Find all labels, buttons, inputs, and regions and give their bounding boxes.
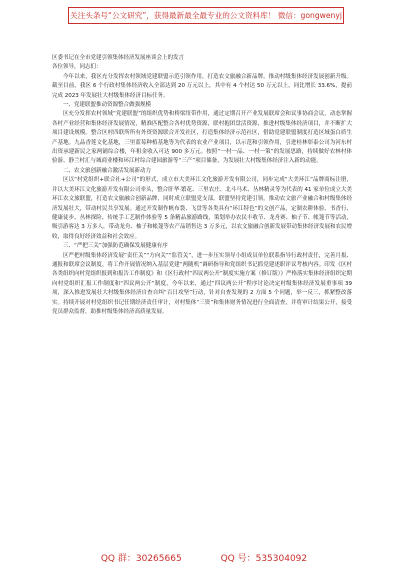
- paragraph: 区以“村党组织+联合社+公司”的形式，成立市大美环江文化旅游开发有限公司，同步完成“大美环江”品牌商标注册，并以大美环江文化旅游开发有限公司牵头，整合肝华·繁花、三里农庄、北斗马术、丛林精灵等为代表的 41 家单位成立大美环江农文旅联盟，打造农文旅融合创新品牌，同时成立联盟党支部。联盟坚持党建引领，推动农文旅产业融合和村级集体经济发展壮大，带动村民共享发展。通过开发制作帆布袋、飞盘等各类具有“环江特色”的文创产品，定制农耕体验、书香行、健康徒步、丛林探险、传统手工艺制作体验等 5 条精品旅游路线，策划举办农民丰收节、龙舟赛、柚子节、帐篷节等活动，吸引游客达 3 万多人，带动龙舟、柚子和帐篷等农产品销售达 3 万多元，以农文旅融合创新发展带动集体经济发展和农民增收，取得良好经济效益和社会效应。: [52, 177, 352, 240]
- paragraph: 区严把村级集体经济发展“责任关”“方向关”“监管关”，进一步压实领导小组成员单位联系指导行政村责任，完善月报、通报和联席会议制度，将工作开展情况纳入基层党建“两随机”调研指导和党组织书记抓党建述职评议考核内容。印发《区村各类组织向村党组织报到和报告工作制度》和《区行政村“四议两公开”制度实施方案（修订版）》严格落实集体经济组织定期向村党组织汇报工作制度和“四议两公开”制度，今年以来，通过“四议两公开”程序讨论决定村级集体经济发展重事项 39 项，深入推进发展壮大村级集体经济自查自纠“百日攻坚”行动，针对自查发现的 2 方面 5 个问题，举一反三，抓紧整改落实。持续开展对村党组织书记任期经济责任审计，对村集体“三资”和集体财务情况进行全面清查，并将审计结果公开，接受党员群众监督，助推村级集体经济高质量发展。: [52, 252, 352, 315]
- salutation: 各位领导，同志们：: [52, 64, 102, 71]
- qq-number: QQ 号：535304092: [220, 554, 308, 564]
- document-body: [52, 54, 352, 317]
- section-heading: 一、党建联盟推动资源整合做强规模: [63, 102, 152, 109]
- section-heading: 三、“严把三关”加强防范确保发展健康有序: [63, 243, 168, 250]
- document-paragraphs: [52, 73, 352, 318]
- section-heading: 二、农文旅创新融合激活发展新动力: [63, 167, 152, 174]
- paragraph: 区充分发挥农村领域“党建联盟”的组织优势和桥梁纽带作用，通过定期召开产业发展联席会和议事协商会议，动态掌握各村产业经营和集体经济发展情况，精准匹配整合各村优势资源，联村抱团盘活资源，推进村级集体经济项目，并不断扩大项目建设规模。整合区村四联所所有外资资源联合开发社区，打造集体经济示范社区，借助党建联盟制度打造区域蛋白质生产基地。九品香莲文化基地，三里蓝莓种植基地等为代表的农业产业项目，以示范和引领作用，引进桂林彰泰公司为河东村出资承建新民之家两铺综合楼，年租金收入可达 900 多万元。按照“一村一品、一村一策”的发展思路，持续做好农林村体验游、静兰村汇与城商业楼和环江村综合建园旅游等“三产”项目储备，为发展壮大村级集体经济注入新的动能。: [52, 111, 352, 165]
- qq-group: QQ 群：30265665: [100, 554, 182, 564]
- document-title: 区委书记在全市党建引领集体经济发展座谈会上的发言: [52, 55, 185, 61]
- footer: [0, 551, 408, 564]
- paragraph: 今年以来，我区充分发挥农村领域党建联盟示范引领作用，打造农文旅融合新品牌，推动村级集体经济发展创新升级。截至目前，我区 6 个行政村集体经济收入全部达到 20 万元以上，其中有 4 个村达 50 万元以上，同比增长 33.6%，提前完成 2023 年发展壮大村级集体经济目标任务。: [52, 73, 352, 99]
- banner[interactable]: 关注头条号“公文研究”，获得最新最全最专业的公文资料库！ 微信：gongwenyj: [68, 7, 344, 24]
